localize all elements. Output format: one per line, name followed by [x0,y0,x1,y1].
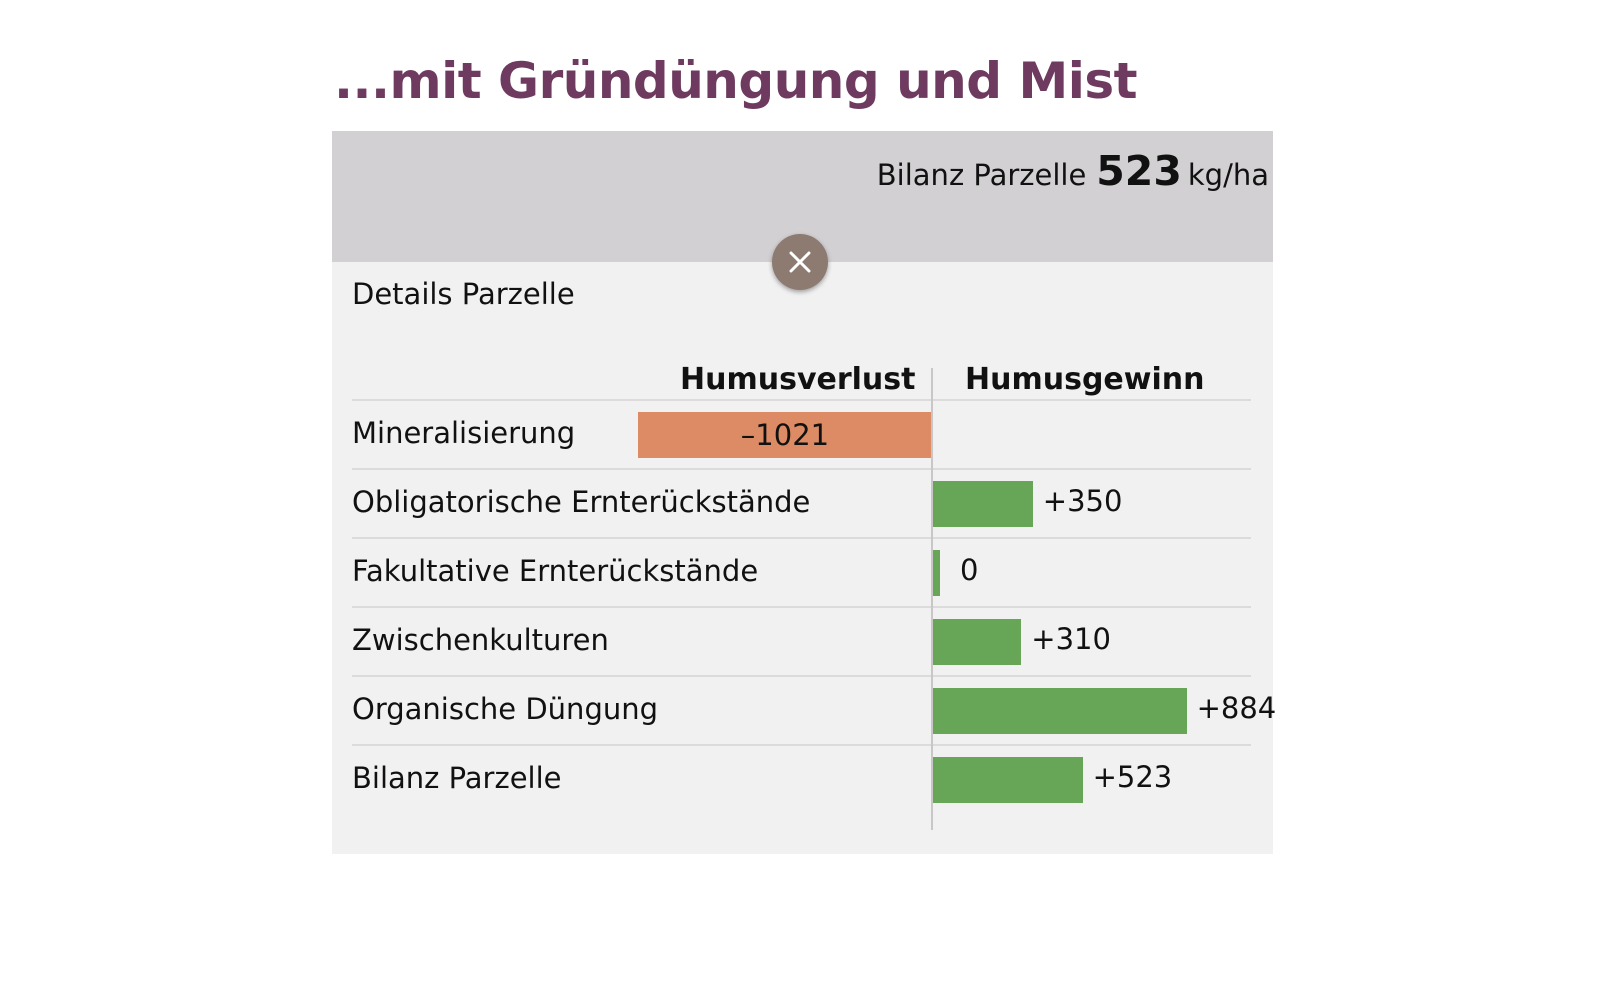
row-divider [352,744,1251,746]
row-label: Organische Düngung [352,691,659,726]
page-title: ...mit Gründüngung und Mist [334,52,1138,110]
zero-axis-line [931,368,933,830]
bar-value-label: +884 [1196,690,1277,725]
column-header-loss: Humusverlust [680,362,916,397]
balance-unit: kg/ha [1187,158,1269,192]
gain-bar [932,688,1187,734]
row-divider [352,606,1251,608]
gain-bar [932,757,1083,803]
row-label: Bilanz Parzelle [352,760,562,795]
close-x-icon [787,249,813,275]
row-label: Obligatorische Ernterückstände [352,484,811,519]
balance-summary [877,147,1269,195]
row-label: Mineralisierung [352,415,576,450]
row-label: Zwischenkulturen [352,622,609,657]
balance-label: Bilanz Parzelle [876,158,1087,192]
gain-bar [932,619,1021,665]
details-title: Details Parzelle [352,277,575,311]
details-panel [332,131,1277,854]
close-button[interactable] [772,234,828,290]
balance-value: 523 [1096,147,1182,195]
gain-bar [932,550,940,596]
row-label: Fakultative Ernterückstände [352,553,759,588]
row-divider [352,399,1251,401]
bar-value-label: +350 [1042,483,1123,518]
bar-value-label: –1021 [740,417,830,452]
row-divider [352,675,1251,677]
row-divider [352,537,1251,539]
gain-bar [932,481,1033,527]
loss-bar [638,412,932,458]
bar-value-label: +310 [1031,621,1111,656]
row-divider [352,468,1251,470]
column-header-gain: Humusgewinn [965,362,1205,397]
bar-value-label: 0 [960,552,979,587]
bar-value-label: +523 [1092,759,1173,794]
